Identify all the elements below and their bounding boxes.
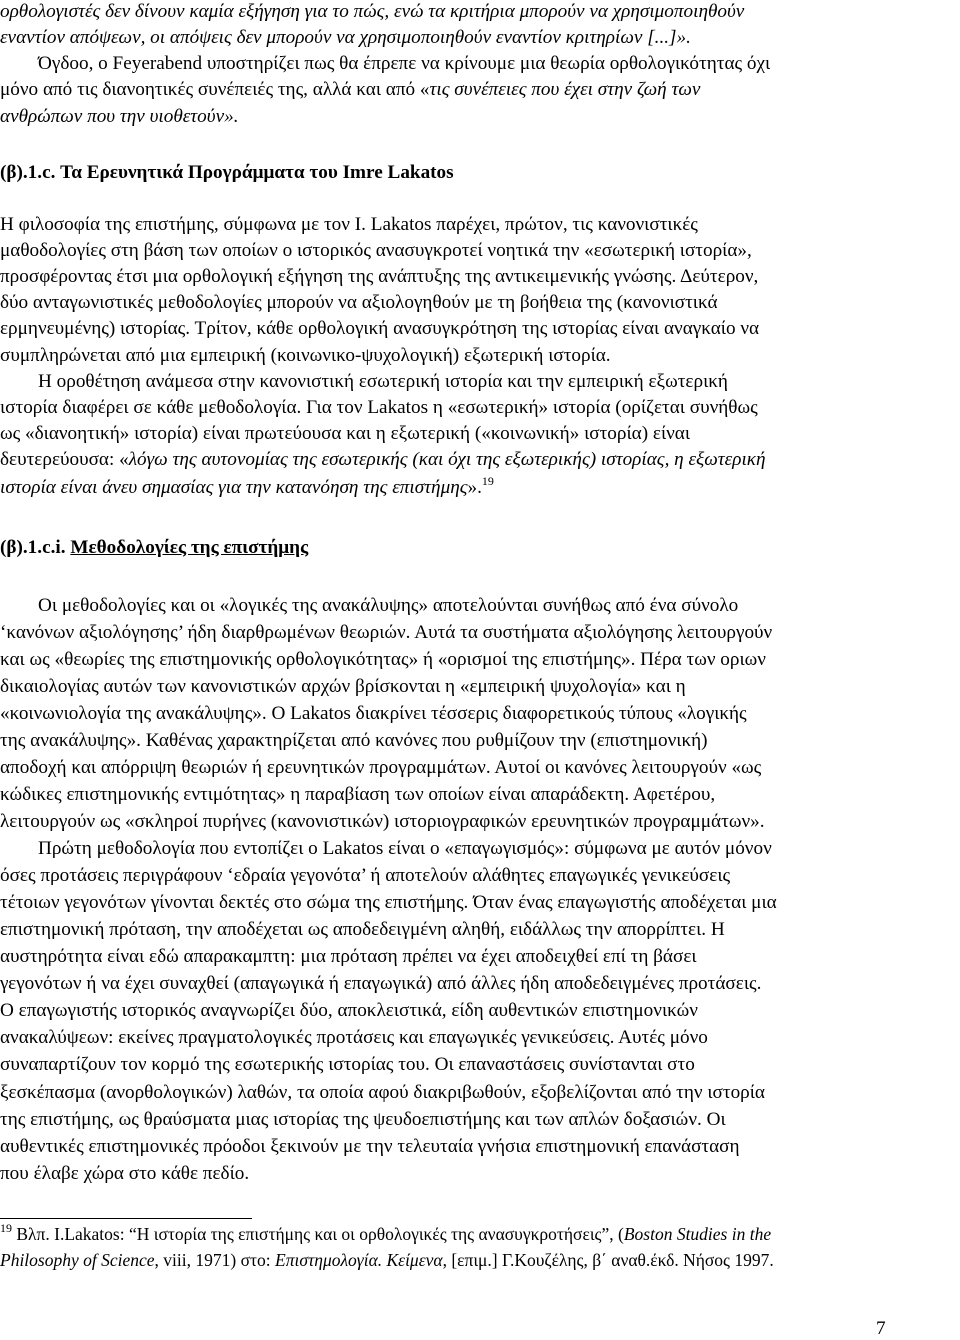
text-line: δύο ανταγωνιστικές μεθοδολογίες μπορούν να αξιολογηθούν με τη βοήθεια της (κανονιστικά [0, 292, 718, 313]
text-line: Πρώτη μεθοδολογία που εντοπίζει ο Lakatos είναι ο «επαγωγισμός»: σύμφωνα με αυτόν μόνον [38, 838, 772, 859]
text-line: Ο επαγωγιστής ιστορικός αναγνωρίζει δύο, αποκλειστικά, είδη αυθεντικών επιστημονικών [0, 1000, 698, 1021]
text-line: ιστορία είναι άνευ σημασίας για την κατανόηση της επιστήμης».$^{19}$ [0, 474, 494, 498]
text-line: Η φιλοσοφία της επιστήμης, σύμφωνα με τον I. Lakatos παρέχει, πρώτον, τις κανονιστικές [0, 214, 698, 235]
footnote-ref[interactable]: 19 [481, 474, 494, 488]
section-heading: (β).1.c. Τα Ερευνητικά Προγράμματα του Imre Lakatos [0, 162, 454, 183]
text-line: ‘κανόνων αξιολόγησης’ ήδη διαρθρωμένων θεωριών. Αυτά τα συστήματα αξιολόγησης λειτουργούν [0, 622, 773, 643]
subsection-heading: (β).1.c.i. Μεθοδολογίες της επιστήμης [0, 537, 309, 558]
text-line: συμπληρώνεται από μια εμπειρική (κοινωνικο-ψυχολογική) εξωτερική ιστορία. [0, 345, 611, 366]
text-line: μόνο από τις διανοητικές συνέπειές της, αλλά και από «τις συνέπειες που έχει στην ζωή των [0, 79, 701, 100]
text-line: προσφέροντας έτσι μια ορθολογική εξήγηση της ανάπτυξης της αντικειμενικής γνώσης. Δεύτερον, [0, 266, 759, 287]
text-line: ερμηνευμένης) ιστορίας. Τρίτον, κάθε ορθολογική ανασυγκρότηση της ιστορίας είναι αναγκαίο να [0, 318, 760, 339]
text-line: γεγονότων ή να έχει συναχθεί (απαγωγικά ή επαγωγικά) από άλλες ήδη αποδεδειγμένες προτάσεις. [0, 973, 762, 994]
text-line: και ως «θεωρίες της επιστημονικής ορθολογικότητας» ή «ορισμοί της επιστήμης». Πέρα των οριων [0, 649, 766, 670]
text-line: μαθοδολογίες στη βάση των οποίων ο ιστορικός ανασυγκροτεί νοητικά την «εσωτερική ιστορία», [0, 240, 752, 261]
text-line: «κοινωνιολογία της ανακάλυψης». Ο Lakatos διακρίνει τέσσερις διαφορετικούς τύπους «λογικής [0, 703, 747, 724]
text-line: λειτουργούν ως «σκληροί πυρήνες (κανονιστικών) ιστοριογραφικών ερευνητικών προγραμμάτων». [0, 811, 765, 832]
text-line: δικαιολογίας αυτών των κανονιστικών αρχών βρίσκονται η «εμπειρική ψυχολογία» και η [0, 676, 686, 697]
text-line: αυστηρότητα είναι εδώ απαρακαμπτη: μια πρόταση πρέπει να έχει αποδειχθεί επί τη βάσει [0, 946, 697, 967]
page-number: 7 [876, 1318, 886, 1339]
text-line: της ανακάλυψης». Καθένας χαρακτηρίζεται από κανόνες που ρυθμίζουν την (επιστημονική) [0, 730, 708, 751]
text-line: επιστημονική πρόταση, την αποδέχεται ως αποδεδειγμένη αληθή, ειδάλλως την απορρίπτει. Η [0, 919, 725, 940]
text-line: ιστορία διαφέρει σε κάθε μεθοδολογία. Για τον Lakatos η «εσωτερική» ιστορία (ορίζεται συνήθως [0, 397, 758, 418]
text-line: ξεσκέπασμα (ανορθολογικών) λαθών, τα οποία αφού διακριβωθούν, εξοβελίζονται από την ιστορία [0, 1082, 765, 1103]
text-line: συναπαρτίζουν τον κορμό της εσωτερικής ιστορίας του. Οι επαναστάσεις συνίστανται στο [0, 1054, 695, 1075]
text-line: εναντίον απόψεων, οι απόψεις δεν μπορούν να χρησιμοποιηθούν εναντίον κριτηρίων [...]». [0, 27, 691, 48]
text-line: τέτοιων γεγονότων γίνονται δεκτές στο σώμα της επιστήμης. Όταν ένας επαγωγιστής αποδέχεται μια [0, 892, 777, 913]
text-line: Οι μεθοδολογίες και οι «λογικές της ανακάλυψης» αποτελούνται συνήθως από ένα σύνολο [38, 595, 739, 616]
text-line: Όγδοο, ο Feyerabend υποστηρίζει πως θα έπρεπε να κρίνουμε μια θεωρία ορθολογικότητας όχι [38, 53, 771, 74]
text-line: της επιστήμης, ως θραύσματα μιας ιστορίας της ψευδοεπιστήμης και των απλών δοξασιών. Οι [0, 1109, 726, 1130]
text-line: αποδοχή και απόρριψη θεωριών ή ερευνητικών προγραμμάτων. Αυτοί οι κανόνες λειτουργούν «ως [0, 757, 762, 778]
text-line: ορθολογιστές δεν δίνουν καμία εξήγηση για το πώς, ενώ τα κριτήρια μπορούν να χρησιμοποιηθούν [0, 1, 745, 22]
text-line: ανθρώπων που την υιοθετούν». [0, 106, 239, 127]
text-line: όσες προτάσεις περιγράφουν ‘εδραία γεγονότα’ ή αποτελούν αλάθητες επαγωγικές γενικεύσεις [0, 865, 731, 886]
text-line: δευτερεύουσα: «λόγω της αυτονομίας της εσωτερικής (και όχι της εξωτερικής) ιστορίας, η εξωτερική [0, 449, 766, 470]
text-line: Η οροθέτηση ανάμεσα στην κανονιστική εσωτερική ιστορία και την εμπειρική εξωτερική [38, 371, 728, 392]
footnote-line: $^{19}$ Βλπ. I.Lakatos: “Η ιστορία της επιστήμης και οι ορθολογικές της ανασυγκροτήσεις”, (Boston Studies in the [0, 1221, 772, 1244]
footnote-separator [0, 1218, 252, 1219]
footnote-line: Philosophy of Science, viii, 1971) στο: Επιστημολογία. Κείμενα, [επιμ.] Γ.Κουζέλης, β΄ αναθ.έκδ. Νήσος 1997. [0, 1250, 774, 1270]
text-line: ανακαλύψεων: εκείνες πραγματολογικές προτάσεις και επαγωγικές γενικεύσεις. Αυτές μόνο [0, 1027, 708, 1048]
text-line: αυθεντικές επιστημονικές πρόοδοι ξεκινούν με την τελευταία γνήσια επιστημονική επανάσταση [0, 1136, 740, 1157]
footnote-number: 19 [0, 1221, 12, 1235]
text-line: κώδικες επιστημονικής εντιμότητας» η παραβίαση των οποίων είναι απαράδεκτη. Αφετέρου, [0, 784, 716, 805]
text-line: που έλαβε χώρα στο κάθε πεδίο. [0, 1163, 250, 1184]
text-line: ως «διανοητική» ιστορία) είναι πρωτεύουσα και η εξωτερική («κοινωνική» ιστορία) είναι [0, 423, 690, 444]
